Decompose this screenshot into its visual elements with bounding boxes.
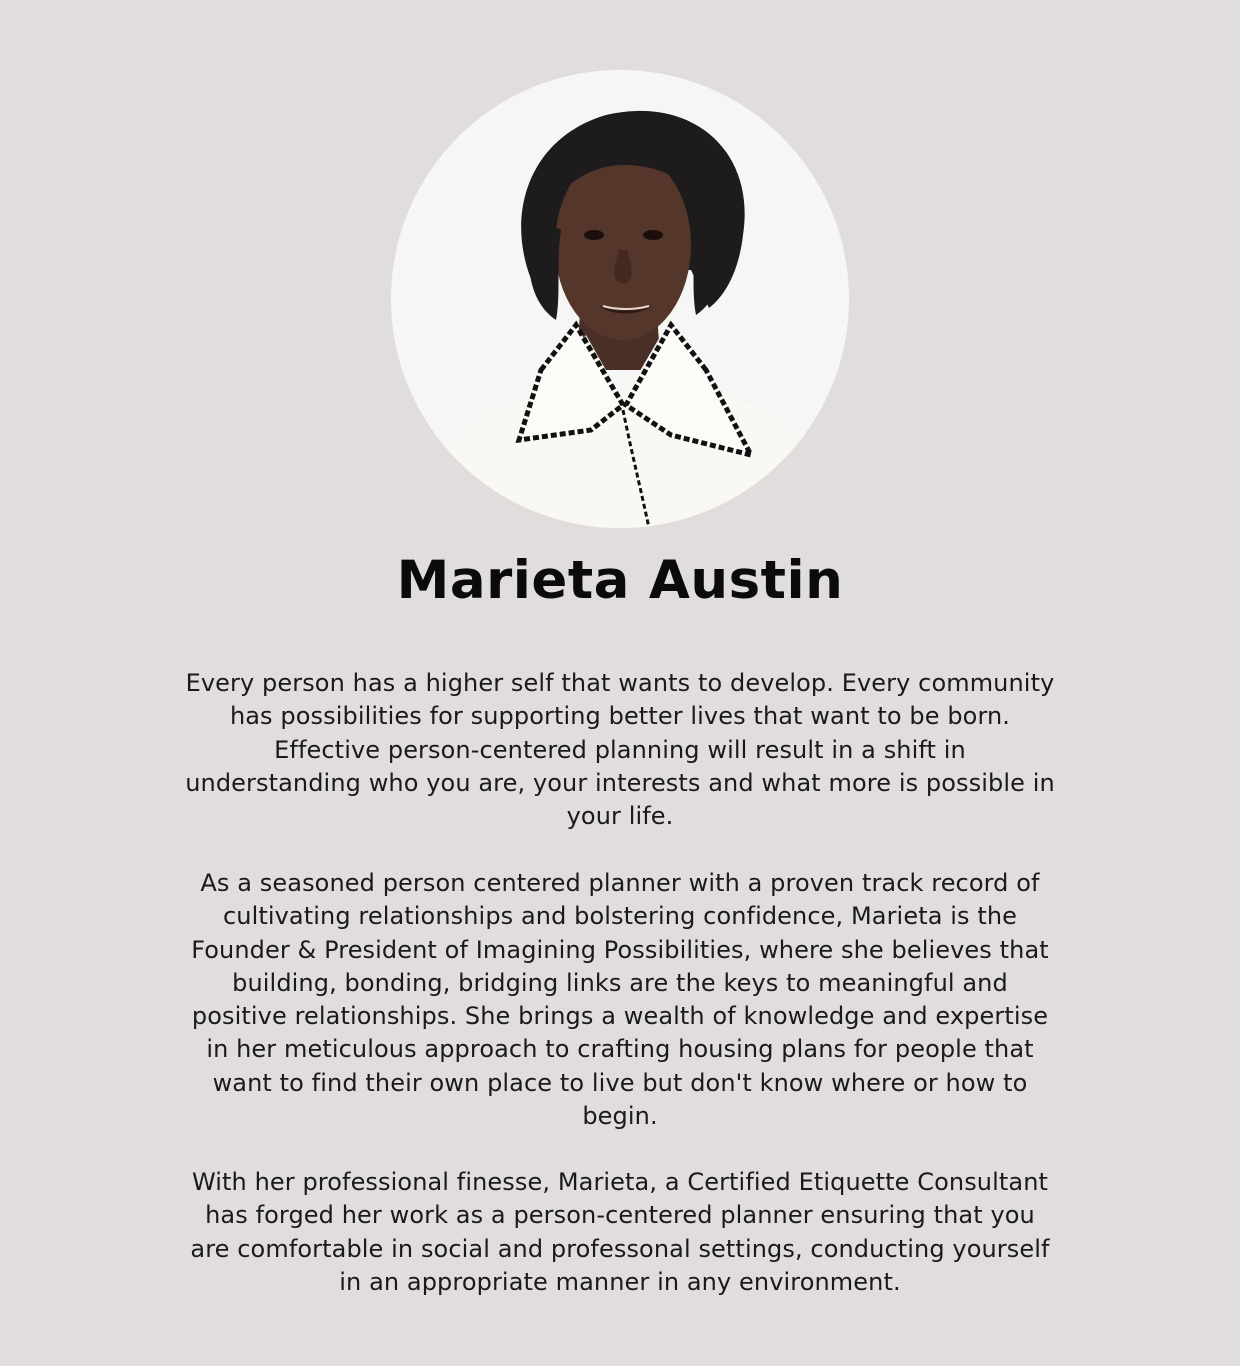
bio-paragraph-1: Every person has a higher self that wants to develop. Every community has possibilities for supporting better lives that want to be born. Effective person-centered planning will result in a shift in understanding who you are, your interests and what more is possible in your life. <box>185 669 1055 831</box>
bio-paragraph-2: As a seasoned person centered planner with a proven track record of cultivating relationships and bolstering confidence, Marieta is the Founder & President of Imagining Possibilities, where she believes that building, bonding, bridging links are the keys to meaningful and positive relationships. She brings a wealth of knowledge and expertise in her meticulous approach to crafting housing plans for people that want to find their own place to live but don't know where or how to begin. <box>191 869 1049 1131</box>
profile-photo <box>391 70 849 528</box>
bio-paragraph-3: With her professional finesse, Marieta, a Certified Etiquette Consultant has forged her work as a person-centered planner ensuring that you are comfortable in social and professonal settings, conducting yourself in an appropriate manner in any environment. <box>190 1168 1050 1296</box>
person-name: Marieta Austin <box>396 550 844 611</box>
portrait-illustration <box>391 70 849 528</box>
